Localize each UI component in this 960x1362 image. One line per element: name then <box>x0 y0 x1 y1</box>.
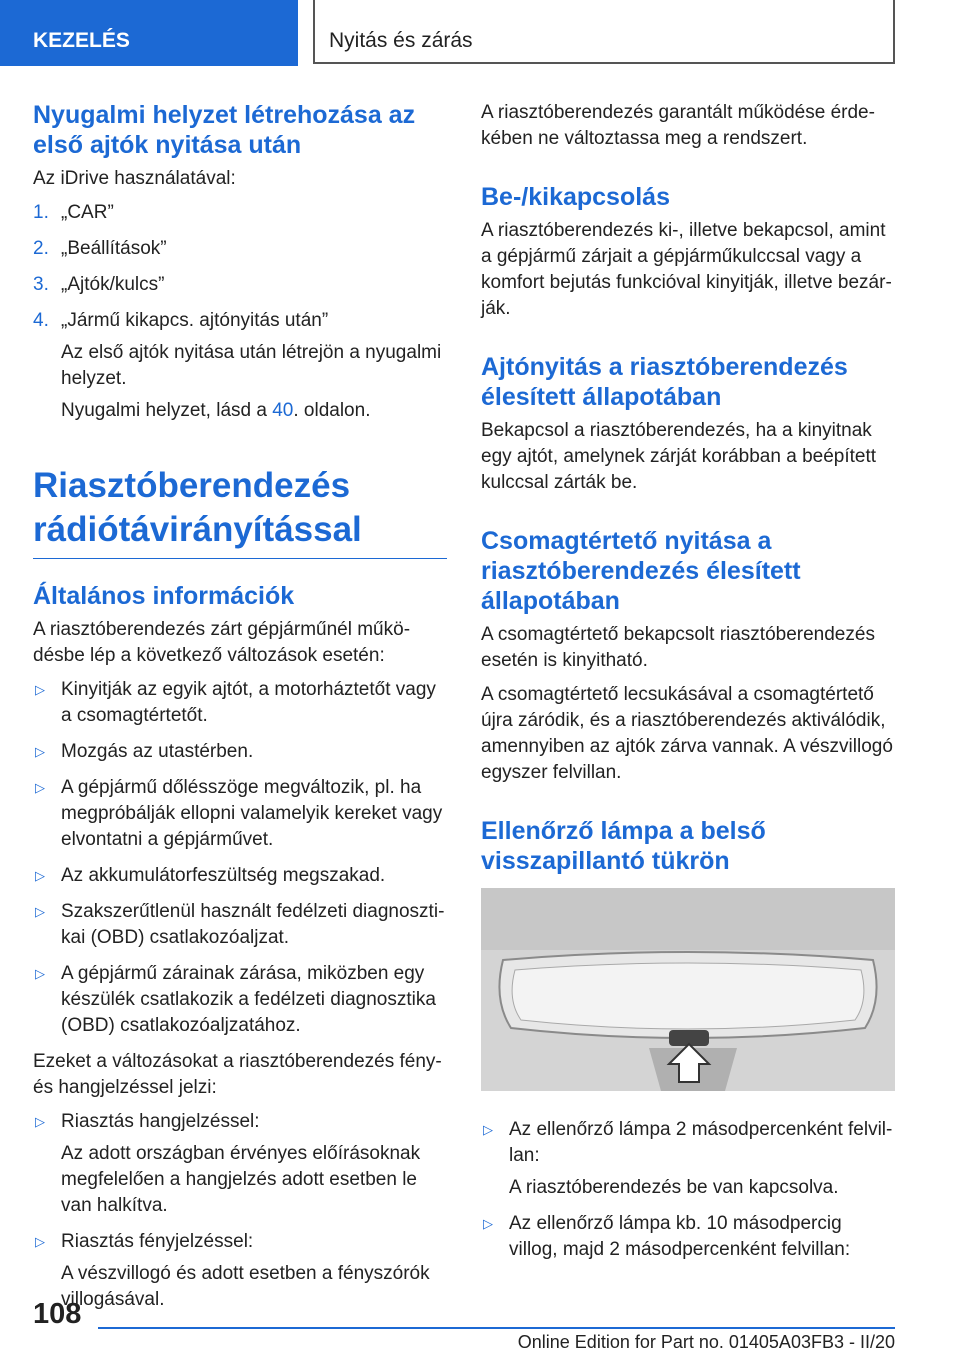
list-item: ▷ Riasztás fényjelzéssel: A vészvillogó és adott esetben a fényszórók villogásával. <box>33 1229 447 1313</box>
list-item <box>33 308 447 424</box>
alarm-sound-detail: Az adott országban érvényes előírásoknak megfelelően a hangjelzés adott esetben le van halkítva. <box>61 1143 421 1216</box>
step-text: „Jármű kikapcs. ajtónyitás után” <box>61 310 329 331</box>
footer-edition: Online Edition for Part no. 01405A03FB3 - II/20 <box>517 1332 895 1352</box>
right-intro: A riasztóberendezés garantált működése érdekében ne változtassa meg a rendszert. <box>481 102 875 149</box>
triangle-bullet-icon: ▷ <box>35 682 45 697</box>
step-text: „CAR” <box>61 202 114 223</box>
mirror-illustration <box>481 888 895 1091</box>
heading-rest-position: Nyugalmi helyzet létrehozása az első ajtók nyitása után <box>33 101 416 159</box>
step-text: „Beállítások” <box>61 238 167 259</box>
list-item: ▷ Kinyitják az egyik ajtót, a motorháztetőt vagy a csomagtértetőt. <box>35 679 436 726</box>
lamp-list <box>481 1117 895 1263</box>
list-item: ▷ Szakszerűtlenül használt fedélzeti diagnosztikai (OBD) csatlakozóaljzat. <box>35 901 445 948</box>
idrive-steps <box>33 200 447 424</box>
step-number: 4. <box>33 310 49 331</box>
triangle-bullet-icon: ▷ <box>35 904 45 919</box>
step-number: 1. <box>33 202 49 223</box>
heading-on-off: Be-/kikapcsolás <box>481 183 670 211</box>
triangle-bullet-icon: ▷ <box>35 1234 45 1249</box>
list-item: ▷ A gépjármű zárainak zárása, miközben egy készülék csatlakozik a fedélzeti diagnosztika (OBD) csatlakozóaljzatához. <box>35 963 436 1036</box>
triangle-bullet-icon: ▷ <box>483 1216 493 1231</box>
heading-alarm-system: Riasztóberendezés rádiótávirányítással <box>33 464 447 559</box>
triangle-bullet-icon: ▷ <box>35 966 45 981</box>
step-number: 2. <box>33 238 49 259</box>
step-note: Az első ajtók nyitása után létrejön a nyugalmi helyzet. <box>61 342 442 389</box>
heading-door-opening: Ajtónyitás a riasztóberendezés élesített állapotában <box>481 353 848 411</box>
heading-trunk-opening: Csomagtértető nyitása a riasztóberendezés élesített állapotában <box>481 527 801 615</box>
trigger-list <box>33 677 447 1039</box>
step-number: 3. <box>33 274 49 295</box>
page-reference: Nyugalmi helyzet, lásd a 40. oldalon. <box>61 400 371 421</box>
rearview-mirror-image <box>481 888 895 1091</box>
right-column <box>481 100 895 1273</box>
on-off-text: A riasztóberendezés ki-, illetve bekapcsol, amint a gépjármű zárjait a gépjárműkulccsal vagy a komfort bejutás funkcióval kinyitják, illetve bezárják. <box>481 220 892 319</box>
left-column <box>33 100 447 1323</box>
list-item: ▷ Az ellenőrző lámpa kb. 10 másodpercig villog, majd 2 másodpercenként felvillan: <box>483 1213 851 1260</box>
page-number: 108 <box>33 1298 82 1330</box>
list-item: ▷ Az akkumulátorfeszültség megszakad. <box>33 863 447 889</box>
door-text: Bekapcsol a riasztóberendezés, ha a kinyitnak egy ajtót, amelynek zárját korábban a beépített kulccsal zárták be. <box>481 420 877 493</box>
alarm-types-list <box>33 1109 447 1313</box>
list-item: ▷ A gépjármű dőlésszöge megváltozik, pl. ha megpróbálják ellopni valamelyik kereket vagy elvontatni a gépjárművet. <box>35 777 443 850</box>
trunk-text: A csomagtértető lecsukásával a csomagtértető újra záródik, és a riasztóberendezés aktiválódik, amennyiben az ajtók zárva vannak. A vészvillogó egyszer felvillan. <box>481 684 893 783</box>
triangle-bullet-icon: ▷ <box>35 744 45 759</box>
triangle-bullet-icon: ▷ <box>35 780 45 795</box>
heading-indicator-lamp: Ellenőrző lámpa a belső visszapillantó tükrön <box>481 817 766 875</box>
list-item <box>33 200 447 226</box>
footer-divider <box>98 1327 895 1329</box>
lamp-detail: A riasztóberendezés be van kapcsolva. <box>509 1177 839 1198</box>
triangle-bullet-icon: ▷ <box>35 1114 45 1129</box>
triangle-bullet-icon: ▷ <box>483 1122 493 1137</box>
idrive-intro: Az iDrive használatával: <box>33 168 236 189</box>
signal-intro: Ezeket a változásokat a riasztóberendezés fény- és hangjelzéssel jelzi: <box>33 1051 442 1098</box>
list-item: ▷ Riasztás hangjelzéssel: Az adott országban érvényes előírásoknak megfelelően a hangjelzés adott esetben le van halkítva. <box>33 1109 447 1219</box>
chapter-title: Nyitás és zárás <box>313 0 895 64</box>
general-intro: A riasztóberendezés zárt gépjárműnél működésbe lép a következő változások esetén: <box>33 619 411 666</box>
list-item: ▷ Az ellenőrző lámpa 2 másodpercenként felvillan: A riasztóberendezés be van kapcsolva. <box>481 1117 895 1201</box>
list-item <box>33 236 447 262</box>
trunk-text: A csomagtértető bekapcsolt riasztóberendezés esetén is kinyitható. <box>481 624 875 671</box>
triangle-bullet-icon: ▷ <box>35 868 45 883</box>
section-tab: KEZELÉS <box>0 0 298 66</box>
alarm-light-detail: A vészvillogó és adott esetben a fényszórók villogásával. <box>61 1263 430 1310</box>
heading-general-info: Általános információk <box>33 582 295 610</box>
list-item <box>33 272 447 298</box>
list-item: ▷ Mozgás az utastérben. <box>33 739 447 765</box>
step-text: „Ajtók/kulcs” <box>61 274 165 295</box>
page-link[interactable]: 40 <box>272 400 294 421</box>
